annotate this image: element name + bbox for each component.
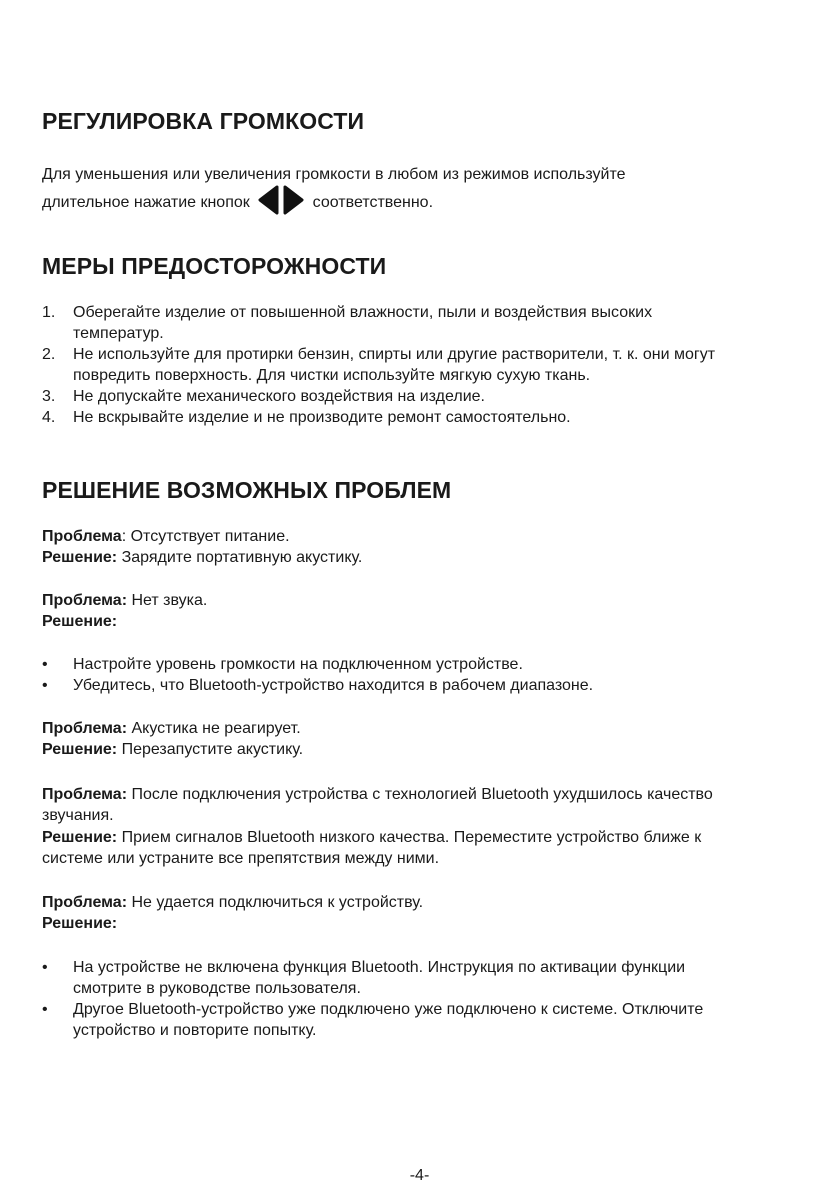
troubleshooting-heading: РЕШЕНИЕ ВОЗМОЖНЫХ ПРОБЛЕМ <box>42 477 452 503</box>
precautions-heading: МЕРЫ ПРЕДОСТОРОЖНОСТИ <box>42 253 387 279</box>
volume-text-before: длительное нажатие кнопок <box>42 194 250 211</box>
list-item: • Убедитесь, что Bluetooth-устройство находится в рабочем диапазоне. <box>42 677 594 694</box>
list-item: 1. Оберегайте изделие от повышенной влажности, пыли и воздействия высоких температур. <box>42 304 653 342</box>
triangle-left-icon <box>260 187 277 213</box>
volume-text-line1: Для уменьшения или увеличения громкости в любом из режимов используйте <box>42 166 626 183</box>
solution-5: Решение: <box>42 915 118 932</box>
page-number: -4- <box>409 1167 430 1184</box>
volume-heading: РЕГУЛИРОВКА ГРОМКОСТИ <box>42 108 365 134</box>
problem-5: Проблема: Не удается подключиться к устройству. <box>42 894 424 911</box>
solution-4-line2: системе или устраните все препятствия между ними. <box>42 850 440 867</box>
problem-4: Проблема: После подключения устройства с технологией Bluetooth ухудшилось качество <box>42 786 713 803</box>
list-item: 4. Не вскрывайте изделие и не производите ремонт самостоятельно. <box>42 409 571 426</box>
solution-2: Решение: <box>42 613 118 630</box>
precautions-list <box>42 302 715 428</box>
problem-3: Проблема: Акустика не реагирует. <box>42 720 301 737</box>
list-item: 3. Не допускайте механического воздействия на изделие. <box>42 388 485 405</box>
problem-4-line2: звучания. <box>42 807 114 824</box>
solution-4: Решение: Прием сигналов Bluetooth низкого качества. Переместите устройство ближе к <box>42 829 702 846</box>
list-item: • Настройте уровень громкости на подключенном устройстве. <box>42 656 523 673</box>
volume-text-after: соответственно. <box>312 194 434 211</box>
solution-3: Решение: Перезапустите акустику. <box>42 741 304 758</box>
list-item: 2. Не используйте для протирки бензин, спирты или другие растворители, т. к. они могут повредить поверхность. Для чистки используйте мягкую сухую ткань. <box>42 346 716 384</box>
list-item: • Другое Bluetooth-устройство уже подключено уже подключено к системе. Отключите устройство и повторите попытку. <box>42 1001 704 1039</box>
solution-2-list <box>42 654 593 696</box>
solution-1: Решение: Зарядите портативную акустику. <box>42 549 363 566</box>
volume-text-line2 <box>42 185 433 215</box>
volume-buttons-icons <box>258 185 304 215</box>
solution-5-list <box>42 957 703 1041</box>
triangle-right-icon <box>285 187 302 213</box>
problem-2: Проблема: Нет звука. <box>42 592 208 609</box>
problem-1: Проблема: Отсутствует питание. <box>42 528 290 545</box>
list-item: • На устройстве не включена функция Bluetooth. Инструкция по активации функции смотрите в руководстве пользователя. <box>42 959 686 997</box>
